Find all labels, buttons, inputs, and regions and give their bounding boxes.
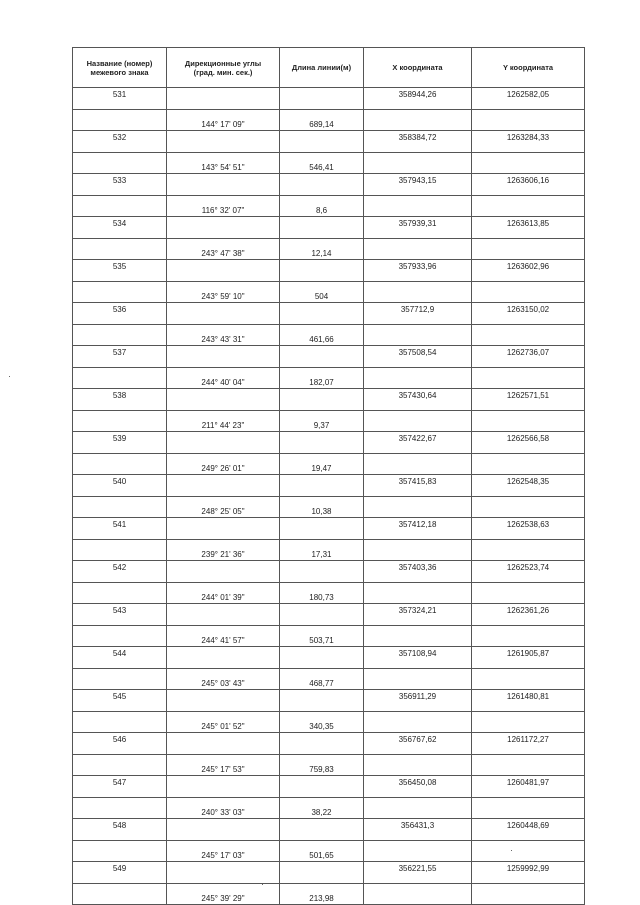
length-cell: [280, 518, 364, 540]
length-cell: 10,38: [280, 497, 364, 518]
segment-row: [73, 497, 585, 518]
table-header: [73, 48, 585, 88]
length-cell: [280, 733, 364, 755]
x-coordinate-cell: 357403,36: [364, 561, 472, 583]
header-x-coordinate: X координата: [364, 48, 472, 88]
angle-cell: [167, 647, 280, 669]
segment-row: [73, 239, 585, 260]
length-cell: 461,66: [280, 325, 364, 346]
point-row: [73, 389, 585, 411]
x-coordinate-cell: 356911,29: [364, 690, 472, 712]
point-row: [73, 303, 585, 325]
y-coordinate-cell: [472, 755, 585, 776]
y-coordinate-cell: 1259992,99: [472, 862, 585, 884]
angle-cell: [167, 733, 280, 755]
y-coordinate-cell: [472, 583, 585, 604]
point-name-cell: [73, 454, 167, 475]
x-coordinate-cell: [364, 239, 472, 260]
y-coordinate-cell: 1263602,96: [472, 260, 585, 282]
point-name-cell: [73, 325, 167, 346]
x-coordinate-cell: [364, 153, 472, 174]
y-coordinate-cell: [472, 712, 585, 733]
header-point-name: [73, 48, 167, 88]
point-row: [73, 733, 585, 755]
length-cell: 17,31: [280, 540, 364, 561]
length-cell: [280, 862, 364, 884]
angle-cell: 245° 17' 53": [167, 755, 280, 776]
y-coordinate-cell: 1260481,97: [472, 776, 585, 798]
angle-cell: [167, 475, 280, 497]
x-coordinate-cell: 357415,83: [364, 475, 472, 497]
y-coordinate-cell: [472, 540, 585, 561]
point-name-cell: 539: [73, 432, 167, 454]
angle-cell: 243° 43' 31": [167, 325, 280, 346]
point-name-cell: 543: [73, 604, 167, 626]
y-coordinate-cell: [472, 110, 585, 131]
y-coordinate-cell: 1262571,51: [472, 389, 585, 411]
segment-row: [73, 110, 585, 131]
y-coordinate-cell: 1263284,33: [472, 131, 585, 153]
length-cell: 213,98: [280, 884, 364, 905]
point-name-cell: [73, 626, 167, 647]
segment-row: [73, 196, 585, 217]
angle-cell: 239° 21' 36": [167, 540, 280, 561]
y-coordinate-cell: [472, 153, 585, 174]
length-cell: 12,14: [280, 239, 364, 260]
length-cell: 503,71: [280, 626, 364, 647]
header-direction-angle-line2: (град. мин. сек.): [193, 67, 253, 77]
point-row: [73, 561, 585, 583]
point-name-cell: [73, 540, 167, 561]
y-coordinate-cell: [472, 368, 585, 389]
y-coordinate-cell: [472, 884, 585, 905]
x-coordinate-cell: [364, 497, 472, 518]
angle-cell: [167, 389, 280, 411]
point-name-cell: [73, 583, 167, 604]
length-cell: 38,22: [280, 798, 364, 819]
point-name-cell: 532: [73, 131, 167, 153]
angle-cell: 245° 39' 29": [167, 884, 280, 905]
length-cell: [280, 346, 364, 368]
x-coordinate-cell: [364, 626, 472, 647]
x-coordinate-cell: [364, 454, 472, 475]
header-direction-angle-line1: Дирекционные углы: [184, 58, 262, 68]
x-coordinate-cell: [364, 755, 472, 776]
length-cell: [280, 260, 364, 282]
point-name-cell: [73, 497, 167, 518]
segment-row: [73, 669, 585, 690]
x-coordinate-cell: [364, 110, 472, 131]
length-cell: [280, 475, 364, 497]
angle-cell: 144° 17' 09": [167, 110, 280, 131]
segment-row: [73, 798, 585, 819]
point-name-cell: [73, 798, 167, 819]
y-coordinate-cell: [472, 798, 585, 819]
y-coordinate-cell: [472, 196, 585, 217]
header-y-coordinate: Y координата: [472, 48, 585, 88]
point-name-cell: 545: [73, 690, 167, 712]
length-cell: 546,41: [280, 153, 364, 174]
y-coordinate-cell: [472, 669, 585, 690]
x-coordinate-cell: 356450,08: [364, 776, 472, 798]
point-row: [73, 647, 585, 669]
point-row: [73, 131, 585, 153]
angle-cell: [167, 862, 280, 884]
x-coordinate-cell: 356767,62: [364, 733, 472, 755]
x-coordinate-cell: [364, 282, 472, 303]
y-coordinate-cell: [472, 841, 585, 862]
x-coordinate-cell: [364, 325, 472, 346]
x-coordinate-cell: 357422,67: [364, 432, 472, 454]
x-coordinate-cell: 357430,64: [364, 389, 472, 411]
y-coordinate-cell: 1261172,27: [472, 733, 585, 755]
segment-row: [73, 368, 585, 389]
angle-cell: [167, 303, 280, 325]
y-coordinate-cell: 1260448,69: [472, 819, 585, 841]
angle-cell: 245° 01' 52": [167, 712, 280, 733]
y-coordinate-cell: 1263606,16: [472, 174, 585, 196]
y-coordinate-cell: 1263150,02: [472, 303, 585, 325]
point-name-cell: [73, 411, 167, 432]
angle-cell: 248° 25' 05": [167, 497, 280, 518]
point-name-cell: [73, 841, 167, 862]
x-coordinate-cell: 357939,31: [364, 217, 472, 239]
point-name-cell: [73, 884, 167, 905]
y-coordinate-cell: 1261905,87: [472, 647, 585, 669]
point-name-cell: 549: [73, 862, 167, 884]
point-name-cell: 544: [73, 647, 167, 669]
point-name-cell: 542: [73, 561, 167, 583]
point-row: [73, 217, 585, 239]
y-coordinate-cell: [472, 411, 585, 432]
x-coordinate-cell: [364, 196, 472, 217]
length-cell: [280, 174, 364, 196]
segment-row: [73, 583, 585, 604]
header-direction-angle: [167, 48, 280, 88]
point-row: [73, 690, 585, 712]
segment-row: [73, 153, 585, 174]
y-coordinate-cell: [472, 282, 585, 303]
y-coordinate-cell: 1262736,07: [472, 346, 585, 368]
point-row: [73, 604, 585, 626]
angle-cell: [167, 174, 280, 196]
length-cell: [280, 389, 364, 411]
length-cell: [280, 561, 364, 583]
y-coordinate-cell: [472, 325, 585, 346]
length-cell: [280, 604, 364, 626]
point-name-cell: [73, 110, 167, 131]
length-cell: [280, 432, 364, 454]
point-row: [73, 174, 585, 196]
x-coordinate-cell: [364, 540, 472, 561]
angle-cell: 243° 47' 38": [167, 239, 280, 260]
x-coordinate-cell: 357108,94: [364, 647, 472, 669]
length-cell: [280, 131, 364, 153]
segment-row: [73, 884, 585, 905]
y-coordinate-cell: 1262361,26: [472, 604, 585, 626]
angle-cell: 245° 03' 43": [167, 669, 280, 690]
point-row: [73, 862, 585, 884]
angle-cell: [167, 518, 280, 540]
segment-row: [73, 626, 585, 647]
x-coordinate-cell: 358384,72: [364, 131, 472, 153]
point-row: [73, 432, 585, 454]
angle-cell: [167, 260, 280, 282]
angle-cell: 244° 01' 39": [167, 583, 280, 604]
y-coordinate-cell: 1262523,74: [472, 561, 585, 583]
angle-cell: 243° 59' 10": [167, 282, 280, 303]
angle-cell: [167, 819, 280, 841]
angle-cell: 116° 32' 07": [167, 196, 280, 217]
angle-cell: [167, 346, 280, 368]
length-cell: 759,83: [280, 755, 364, 776]
scan-speck: [262, 884, 263, 885]
point-row: [73, 346, 585, 368]
angle-cell: 244° 40' 04": [167, 368, 280, 389]
point-name-cell: [73, 153, 167, 174]
point-name-cell: [73, 755, 167, 776]
angle-cell: 244° 41' 57": [167, 626, 280, 647]
angle-cell: 245° 17' 03": [167, 841, 280, 862]
angle-cell: [167, 690, 280, 712]
point-name-cell: [73, 669, 167, 690]
point-name-cell: [73, 282, 167, 303]
point-name-cell: 538: [73, 389, 167, 411]
y-coordinate-cell: [472, 626, 585, 647]
segment-row: [73, 325, 585, 346]
point-row: [73, 260, 585, 282]
length-cell: [280, 217, 364, 239]
table-body: [73, 88, 585, 905]
length-cell: [280, 88, 364, 110]
segment-row: [73, 841, 585, 862]
y-coordinate-cell: [472, 454, 585, 475]
segment-row: [73, 712, 585, 733]
point-name-cell: 548: [73, 819, 167, 841]
segment-row: [73, 411, 585, 432]
x-coordinate-cell: 356221,55: [364, 862, 472, 884]
length-cell: 19,47: [280, 454, 364, 475]
y-coordinate-cell: 1262582,05: [472, 88, 585, 110]
length-cell: 182,07: [280, 368, 364, 389]
length-cell: [280, 819, 364, 841]
x-coordinate-cell: [364, 712, 472, 733]
angle-cell: 249° 26' 01": [167, 454, 280, 475]
angle-cell: [167, 776, 280, 798]
y-coordinate-cell: 1262548,35: [472, 475, 585, 497]
y-coordinate-cell: [472, 239, 585, 260]
x-coordinate-cell: [364, 368, 472, 389]
point-name-cell: 536: [73, 303, 167, 325]
length-cell: 8,6: [280, 196, 364, 217]
point-name-cell: [73, 239, 167, 260]
length-cell: 501,65: [280, 841, 364, 862]
x-coordinate-cell: 357324,21: [364, 604, 472, 626]
length-cell: 468,77: [280, 669, 364, 690]
length-cell: 180,73: [280, 583, 364, 604]
header-row: [73, 48, 585, 88]
header-line-length: Длина линии(м): [280, 48, 364, 88]
angle-cell: [167, 88, 280, 110]
angle-cell: 211° 44' 23": [167, 411, 280, 432]
point-name-cell: 531: [73, 88, 167, 110]
point-row: [73, 518, 585, 540]
point-name-cell: [73, 712, 167, 733]
segment-row: [73, 282, 585, 303]
scan-speck: [9, 376, 10, 377]
point-name-cell: [73, 196, 167, 217]
segment-row: [73, 755, 585, 776]
point-name-cell: 533: [73, 174, 167, 196]
x-coordinate-cell: [364, 669, 472, 690]
x-coordinate-cell: 358944,26: [364, 88, 472, 110]
header-point-name-line1: Название (номер): [86, 58, 153, 68]
header-point-name-line2: межевого знака: [90, 67, 149, 77]
point-name-cell: [73, 368, 167, 389]
y-coordinate-cell: [472, 497, 585, 518]
point-row: [73, 776, 585, 798]
length-cell: 504: [280, 282, 364, 303]
angle-cell: [167, 131, 280, 153]
point-name-cell: 546: [73, 733, 167, 755]
angle-cell: [167, 561, 280, 583]
angle-cell: [167, 432, 280, 454]
x-coordinate-cell: 357508,54: [364, 346, 472, 368]
point-row: [73, 475, 585, 497]
x-coordinate-cell: [364, 841, 472, 862]
point-name-cell: 541: [73, 518, 167, 540]
segment-row: [73, 454, 585, 475]
x-coordinate-cell: [364, 411, 472, 432]
angle-cell: 143° 54' 51": [167, 153, 280, 174]
scan-speck: [511, 850, 512, 851]
segment-row: [73, 540, 585, 561]
x-coordinate-cell: 357943,15: [364, 174, 472, 196]
point-name-cell: 540: [73, 475, 167, 497]
length-cell: [280, 303, 364, 325]
point-name-cell: 535: [73, 260, 167, 282]
point-name-cell: 534: [73, 217, 167, 239]
x-coordinate-cell: [364, 583, 472, 604]
length-cell: 689,14: [280, 110, 364, 131]
x-coordinate-cell: 357412,18: [364, 518, 472, 540]
boundary-points-table: [72, 47, 585, 905]
length-cell: 340,35: [280, 712, 364, 733]
length-cell: 9,37: [280, 411, 364, 432]
point-name-cell: 547: [73, 776, 167, 798]
x-coordinate-cell: 357712,9: [364, 303, 472, 325]
point-row: [73, 88, 585, 110]
angle-cell: [167, 604, 280, 626]
x-coordinate-cell: 357933,96: [364, 260, 472, 282]
y-coordinate-cell: 1262538,63: [472, 518, 585, 540]
length-cell: [280, 690, 364, 712]
y-coordinate-cell: 1263613,85: [472, 217, 585, 239]
length-cell: [280, 776, 364, 798]
y-coordinate-cell: 1261480,81: [472, 690, 585, 712]
x-coordinate-cell: 356431,3: [364, 819, 472, 841]
x-coordinate-cell: [364, 884, 472, 905]
y-coordinate-cell: 1262566,58: [472, 432, 585, 454]
point-name-cell: 537: [73, 346, 167, 368]
length-cell: [280, 647, 364, 669]
x-coordinate-cell: [364, 798, 472, 819]
point-row: [73, 819, 585, 841]
angle-cell: [167, 217, 280, 239]
angle-cell: 240° 33' 03": [167, 798, 280, 819]
